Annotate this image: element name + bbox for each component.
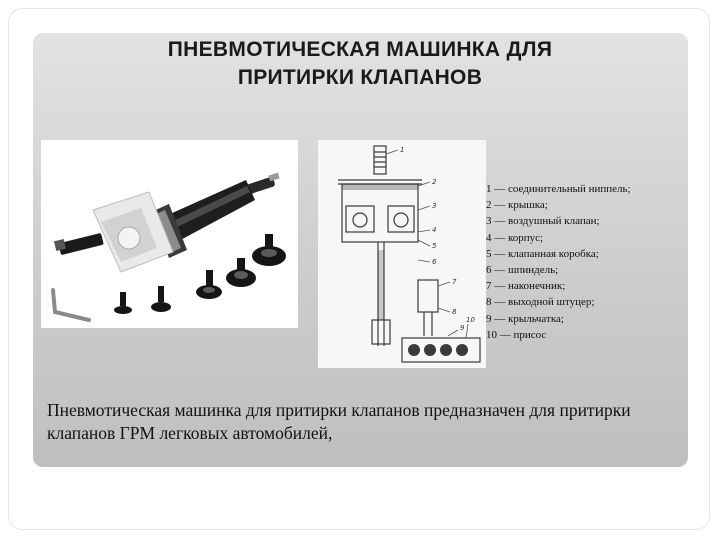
callout-1: 1 [400, 146, 405, 154]
callout-8: 8 [452, 308, 457, 316]
technical-drawing [318, 140, 486, 368]
legend-item: 5 — клапанная коробка; [486, 247, 599, 260]
description-text: Пневмотическая машинка для притирки клапанов предназначен для притирки клапанов ГРМ легковых автомобилей, [47, 400, 631, 443]
tool-photo-illustration [41, 140, 298, 328]
legend-item: 7 — наконечник; [486, 280, 566, 293]
legend-item: 1 — соединительный ниппель; [486, 183, 631, 195]
legend-item: 6 — шпиндель; [486, 264, 559, 277]
callout-10: 10 [466, 316, 475, 324]
parts-legend [486, 181, 706, 343]
legend-item: 3 — воздушный клапан; [486, 215, 600, 228]
callout-9: 9 [460, 324, 465, 332]
slide-title [60, 36, 660, 92]
callout-5: 5 [432, 242, 437, 250]
cutaway-diagram [318, 140, 486, 368]
legend-item: 10 — присос [486, 328, 547, 341]
tool-photo [41, 140, 298, 328]
legend-item: 4 — корпус; [486, 231, 544, 244]
callout-7: 7 [452, 278, 457, 286]
callout-6: 6 [432, 258, 437, 266]
legend-item: 8 — выходной штуцер; [486, 296, 595, 309]
callout-3: 3 [432, 202, 437, 210]
legend-item: 9 — крыльчатка; [486, 312, 564, 325]
legend-item: 2 — крышка; [486, 199, 548, 212]
title-line-1: ПНЕВМОТИЧЕСКАЯ МАШИНКА ДЛЯ [167, 38, 553, 61]
callout-2: 2 [432, 178, 437, 186]
title-line-2: ПРИТИРКИ КЛАПАНОВ [237, 66, 483, 89]
callout-4: 4 [432, 226, 437, 234]
